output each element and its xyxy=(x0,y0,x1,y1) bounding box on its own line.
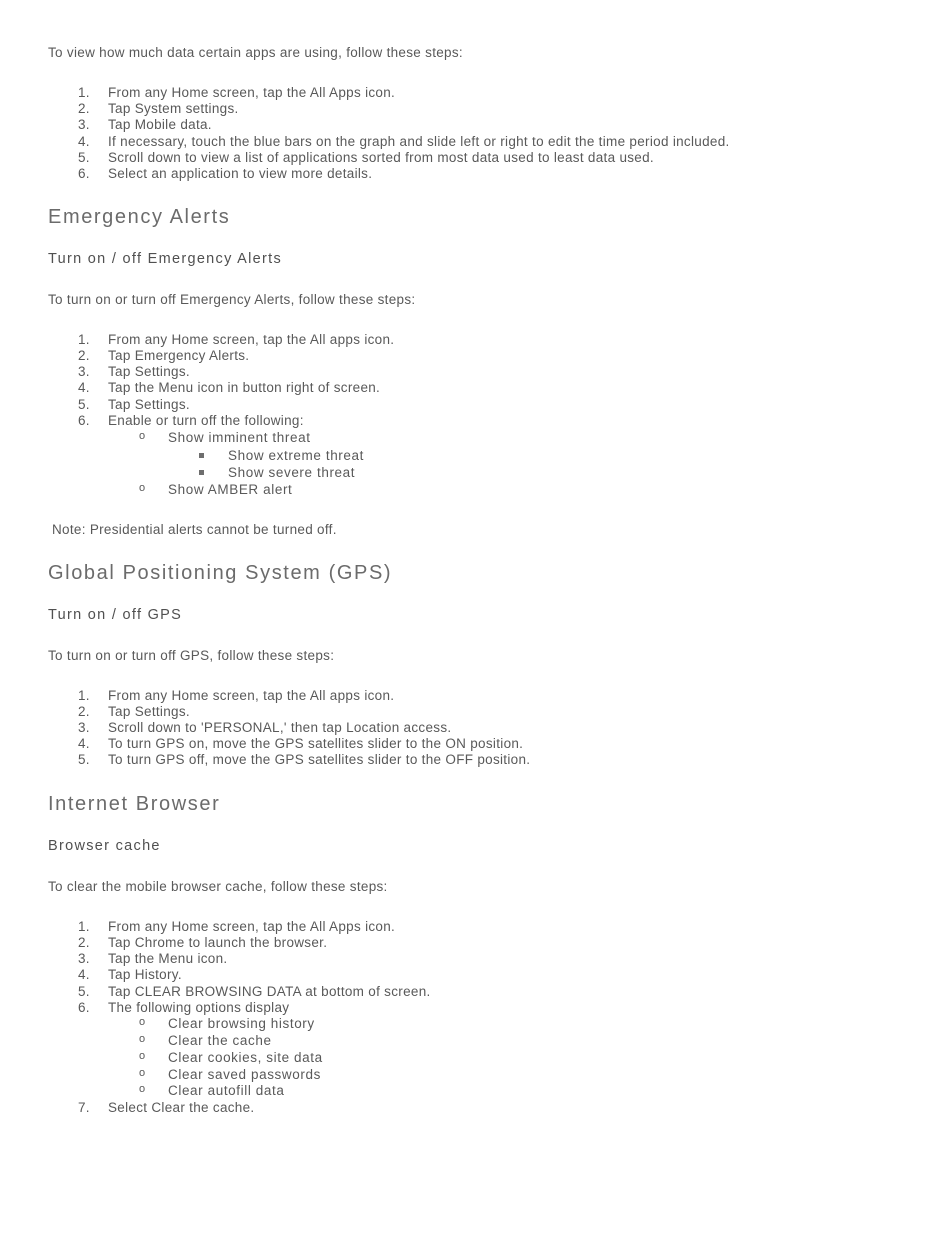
step-text: Tap Mobile data. xyxy=(108,117,212,132)
square-bullet-icon xyxy=(199,453,204,458)
step-text: Tap Settings. xyxy=(108,397,190,412)
browser-subheading: Browser cache xyxy=(48,838,161,854)
step-text: Tap the Menu icon. xyxy=(108,951,228,966)
option-text: Show AMBER alert xyxy=(168,482,293,497)
option-text: Clear cookies, site data xyxy=(168,1050,323,1065)
step-text: Select Clear the cache. xyxy=(108,1100,255,1115)
option-text: Show extreme threat xyxy=(228,448,364,463)
step-text: Tap Settings. xyxy=(108,704,190,719)
step-text: Tap Chrome to launch the browser. xyxy=(108,935,328,950)
step-text: If necessary, touch the blue bars on the graph and slide left or right to edit the time period included. xyxy=(108,134,730,149)
option-text: Clear saved passwords xyxy=(168,1067,321,1082)
list-number: 1. xyxy=(78,332,90,347)
list-number: 3. xyxy=(78,364,90,379)
step-text: The following options display xyxy=(108,1000,290,1015)
gps-intro: To turn on or turn off GPS, follow these steps: xyxy=(48,648,335,663)
circle-bullet-icon: o xyxy=(139,1033,146,1045)
list-number: 4. xyxy=(78,967,90,982)
list-number: 1. xyxy=(78,85,90,100)
list-number: 7. xyxy=(78,1100,90,1115)
list-number: 4. xyxy=(78,736,90,751)
list-number: 3. xyxy=(78,951,90,966)
step-text: Tap Emergency Alerts. xyxy=(108,348,250,363)
option-text: Clear browsing history xyxy=(168,1016,315,1031)
step-text: Scroll down to 'PERSONAL,' then tap Location access. xyxy=(108,720,452,735)
option-text: Show severe threat xyxy=(228,465,356,480)
list-number: 2. xyxy=(78,101,90,116)
step-text: From any Home screen, tap the All apps icon. xyxy=(108,688,395,703)
list-number: 5. xyxy=(78,984,90,999)
list-number: 3. xyxy=(78,117,90,132)
step-text: Select an application to view more details. xyxy=(108,166,373,181)
list-number: 5. xyxy=(78,150,90,165)
option-text: Clear the cache xyxy=(168,1033,272,1048)
square-bullet-icon xyxy=(199,470,204,475)
list-number: 2. xyxy=(78,348,90,363)
circle-bullet-icon: o xyxy=(139,1050,146,1062)
list-number: 3. xyxy=(78,720,90,735)
emergency-subheading: Turn on / off Emergency Alerts xyxy=(48,251,283,267)
circle-bullet-icon: o xyxy=(139,430,146,442)
emergency-heading: Emergency Alerts xyxy=(48,206,231,228)
option-text: Clear autofill data xyxy=(168,1083,285,1098)
step-text: From any Home screen, tap the All Apps icon. xyxy=(108,85,396,100)
list-number: 5. xyxy=(78,397,90,412)
circle-bullet-icon: o xyxy=(139,482,146,494)
step-text: Tap CLEAR BROWSING DATA at bottom of screen. xyxy=(108,984,431,999)
step-text: Enable or turn off the following: xyxy=(108,413,304,428)
circle-bullet-icon: o xyxy=(139,1083,146,1095)
list-number: 5. xyxy=(78,752,90,767)
circle-bullet-icon: o xyxy=(139,1067,146,1079)
gps-subheading: Turn on / off GPS xyxy=(48,607,183,623)
list-number: 1. xyxy=(78,688,90,703)
data-usage-intro: To view how much data certain apps are using, follow these steps: xyxy=(48,45,463,60)
step-text: Tap Settings. xyxy=(108,364,190,379)
browser-intro: To clear the mobile browser cache, follow these steps: xyxy=(48,879,388,894)
list-number: 6. xyxy=(78,1000,90,1015)
list-number: 2. xyxy=(78,935,90,950)
step-text: Tap System settings. xyxy=(108,101,239,116)
gps-heading: Global Positioning System (GPS) xyxy=(48,562,393,584)
list-number: 2. xyxy=(78,704,90,719)
emergency-note: Note: Presidential alerts cannot be turned off. xyxy=(52,522,337,537)
step-text: Tap the Menu icon in button right of screen. xyxy=(108,380,381,395)
list-number: 4. xyxy=(78,134,90,149)
step-text: Tap History. xyxy=(108,967,182,982)
step-text: From any Home screen, tap the All Apps icon. xyxy=(108,919,396,934)
list-number: 4. xyxy=(78,380,90,395)
list-number: 1. xyxy=(78,919,90,934)
emergency-intro: To turn on or turn off Emergency Alerts, follow these steps: xyxy=(48,292,416,307)
browser-heading: Internet Browser xyxy=(48,793,221,815)
list-number: 6. xyxy=(78,166,90,181)
step-text: Scroll down to view a list of applications sorted from most data used to least data used. xyxy=(108,150,654,165)
circle-bullet-icon: o xyxy=(139,1016,146,1028)
list-number: 6. xyxy=(78,413,90,428)
step-text: To turn GPS off, move the GPS satellites slider to the OFF position. xyxy=(108,752,531,767)
option-text: Show imminent threat xyxy=(168,430,311,445)
step-text: To turn GPS on, move the GPS satellites slider to the ON position. xyxy=(108,736,524,751)
step-text: From any Home screen, tap the All apps icon. xyxy=(108,332,395,347)
